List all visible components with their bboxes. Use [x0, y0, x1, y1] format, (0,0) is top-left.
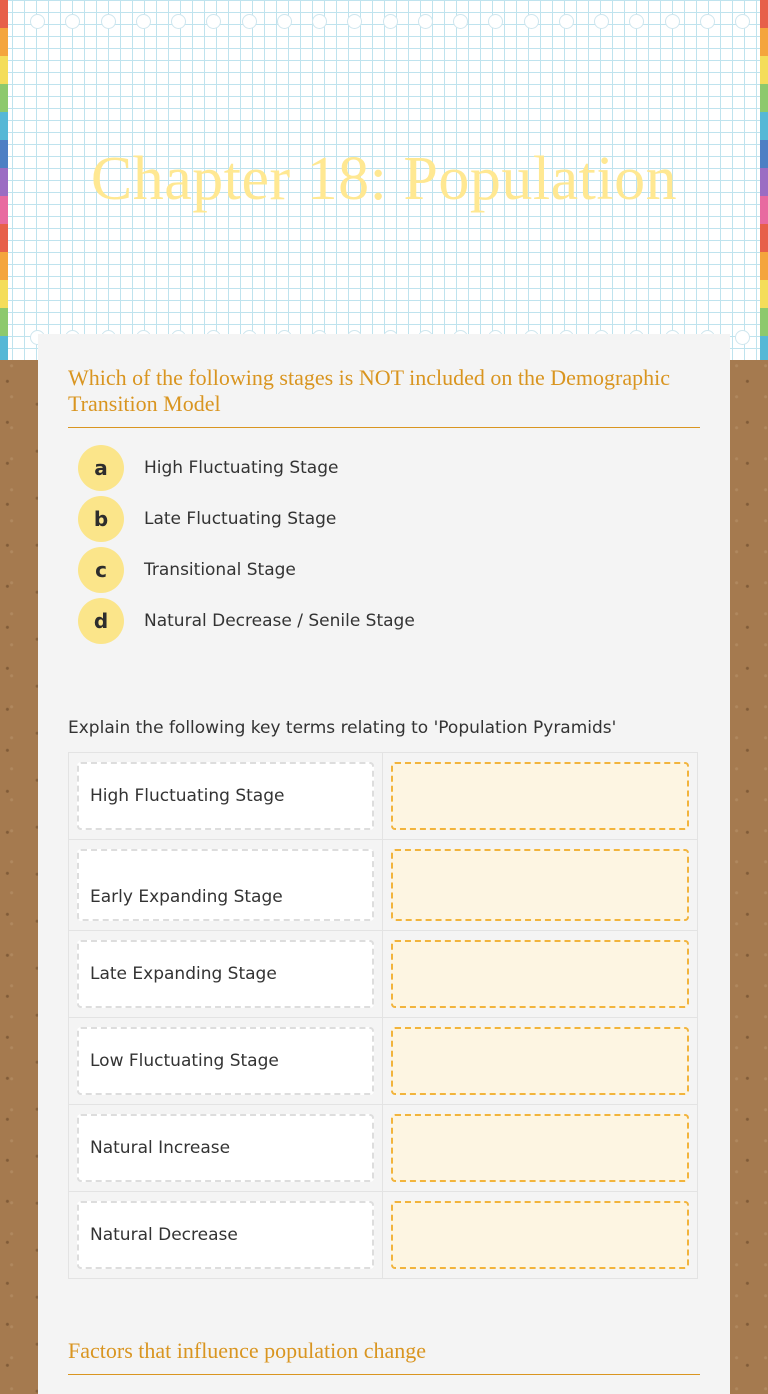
answer-drop-zone[interactable]: [391, 1027, 689, 1095]
question-2-prompt: Explain the following key terms relating to 'Population Pyramids': [68, 718, 617, 738]
term-card[interactable]: Natural Increase: [77, 1114, 374, 1182]
option-b[interactable]: [78, 493, 415, 544]
option-letter-badge: b: [78, 496, 124, 542]
option-letter-badge: a: [78, 445, 124, 491]
option-d[interactable]: [78, 595, 415, 646]
term-card[interactable]: Late Expanding Stage: [77, 940, 374, 1008]
option-label: Transitional Stage: [144, 559, 296, 580]
worksheet-header: [0, 0, 768, 360]
answer-drop-zone[interactable]: [391, 1114, 689, 1182]
term-card[interactable]: Early Expanding Stage: [77, 849, 374, 921]
term-card[interactable]: Low Fluctuating Stage: [77, 1027, 374, 1095]
option-letter-badge: c: [78, 547, 124, 593]
option-label: Late Fluctuating Stage: [144, 508, 337, 529]
match-row: [69, 1018, 697, 1105]
answer-drop-zone[interactable]: [391, 1201, 689, 1269]
answer-drop-zone[interactable]: [391, 849, 689, 921]
match-row: [69, 931, 697, 1018]
term-card[interactable]: Natural Decrease: [77, 1201, 374, 1269]
option-label: High Fluctuating Stage: [144, 457, 339, 478]
option-letter-badge: d: [78, 598, 124, 644]
term-card[interactable]: High Fluctuating Stage: [77, 762, 374, 830]
match-row: [69, 840, 697, 931]
answer-drop-zone[interactable]: [391, 762, 689, 830]
page-title: Chapter 18: Population: [90, 145, 678, 213]
match-row: [69, 753, 697, 840]
option-a[interactable]: [78, 442, 415, 493]
option-label: Natural Decrease / Senile Stage: [144, 610, 415, 631]
worksheet-card: [38, 334, 730, 1394]
question-3-prompt: Factors that influence population change: [68, 1338, 700, 1375]
answer-options: [78, 442, 415, 646]
question-1-prompt: Which of the following stages is NOT included on the Demographic Transition Model: [68, 365, 700, 428]
match-row: [69, 1105, 697, 1192]
option-c[interactable]: [78, 544, 415, 595]
matching-table: [68, 752, 698, 1279]
match-row: [69, 1192, 697, 1278]
top-binder-holes: [30, 14, 750, 30]
answer-drop-zone[interactable]: [391, 940, 689, 1008]
